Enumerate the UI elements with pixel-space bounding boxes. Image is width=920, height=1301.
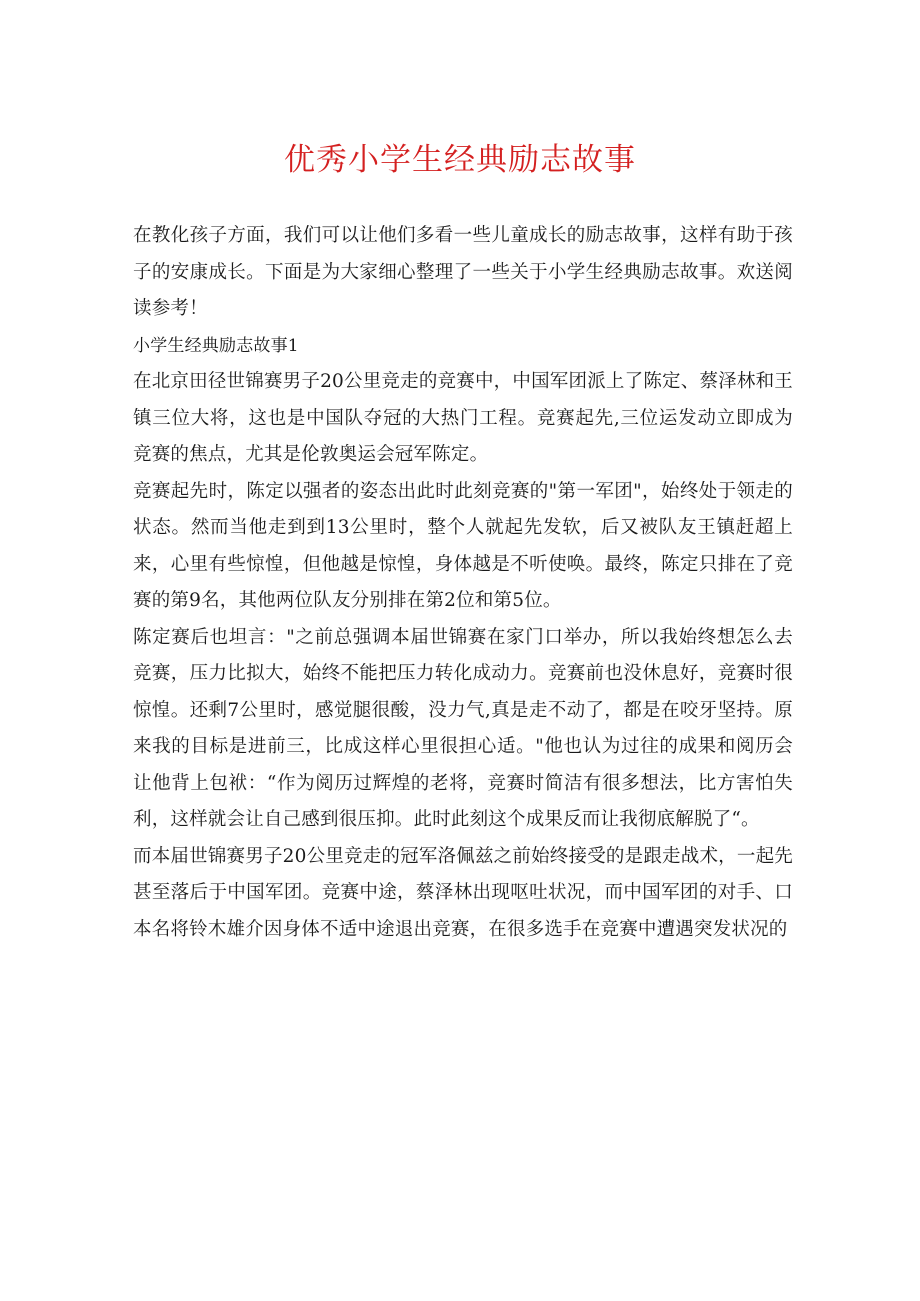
body-paragraph: 陈定赛后也坦言："之前总强调本届世锦赛在家门口举办，所以我始终想怎么去竞赛，压力比拟大，始终不能把压力转化成动力。竞赛前也没休息好，竞赛时很惊惶。还剩7公里时，感觉腿很酸，没力气,真是走不动了，都是在咬牙坚持。原来我的目标是进前三，比成这样心里很担心适。"他也认为过往的成果和阅历会让他背上包袱：“作为阅历过辉煌的老将，竞赛时简洁有很多想法，比方害怕失利，这样就会让自己感到很压抑。此时此刻这个成果反而让我彻底解脱了“。 — [133, 626, 793, 830]
body-paragraph: 在北京田径世锦赛男子20公里竞走的竞赛中，中国军团派上了陈定、蔡泽林和王镇三位大将，这也是中国队夺冠的大热门工程。竞赛起先,三位运发动立即成为竞赛的焦点，尤其是伦敦奥运会冠军陈定。 — [133, 371, 793, 465]
document-title: 优秀小学生经典励志故事 — [284, 142, 636, 178]
document-body — [133, 218, 793, 948]
intro-paragraph: 在教化孩子方面，我们可以让他们多看一些儿童成长的励志故事，这样有助于孩子的安康成长。下面是为大家细心整理了一些关于小学生经典励志故事。欢送阅读参考！ — [133, 225, 793, 319]
section-heading: 小学生经典励志故事1 — [133, 335, 299, 356]
body-paragraph: 而本届世锦赛男子20公里竞走的冠军洛佩兹之前始终接受的是跟走战术，一起先甚至落后于中国军团。竞赛中途，蔡泽林出现呕吐状况，而中国军团的对手、口本名将铃木雄介因身体不适中途退出竞赛，在很多选手在竞赛中遭遇突发状况的 — [133, 845, 793, 940]
body-paragraph: 竞赛起先时，陈定以强者的姿态出此时此刻竞赛的"第一军团"，始终处于领走的状态。然而当他走到到13公里时，整个人就起先发软，后又被队友王镇赶超上来，心里有些惊惶，但他越是惊惶，身体越是不听使唤。最终，陈定只排在了竞赛的第9名，其他两位队友分别排在第2位和第5位。 — [133, 480, 793, 611]
